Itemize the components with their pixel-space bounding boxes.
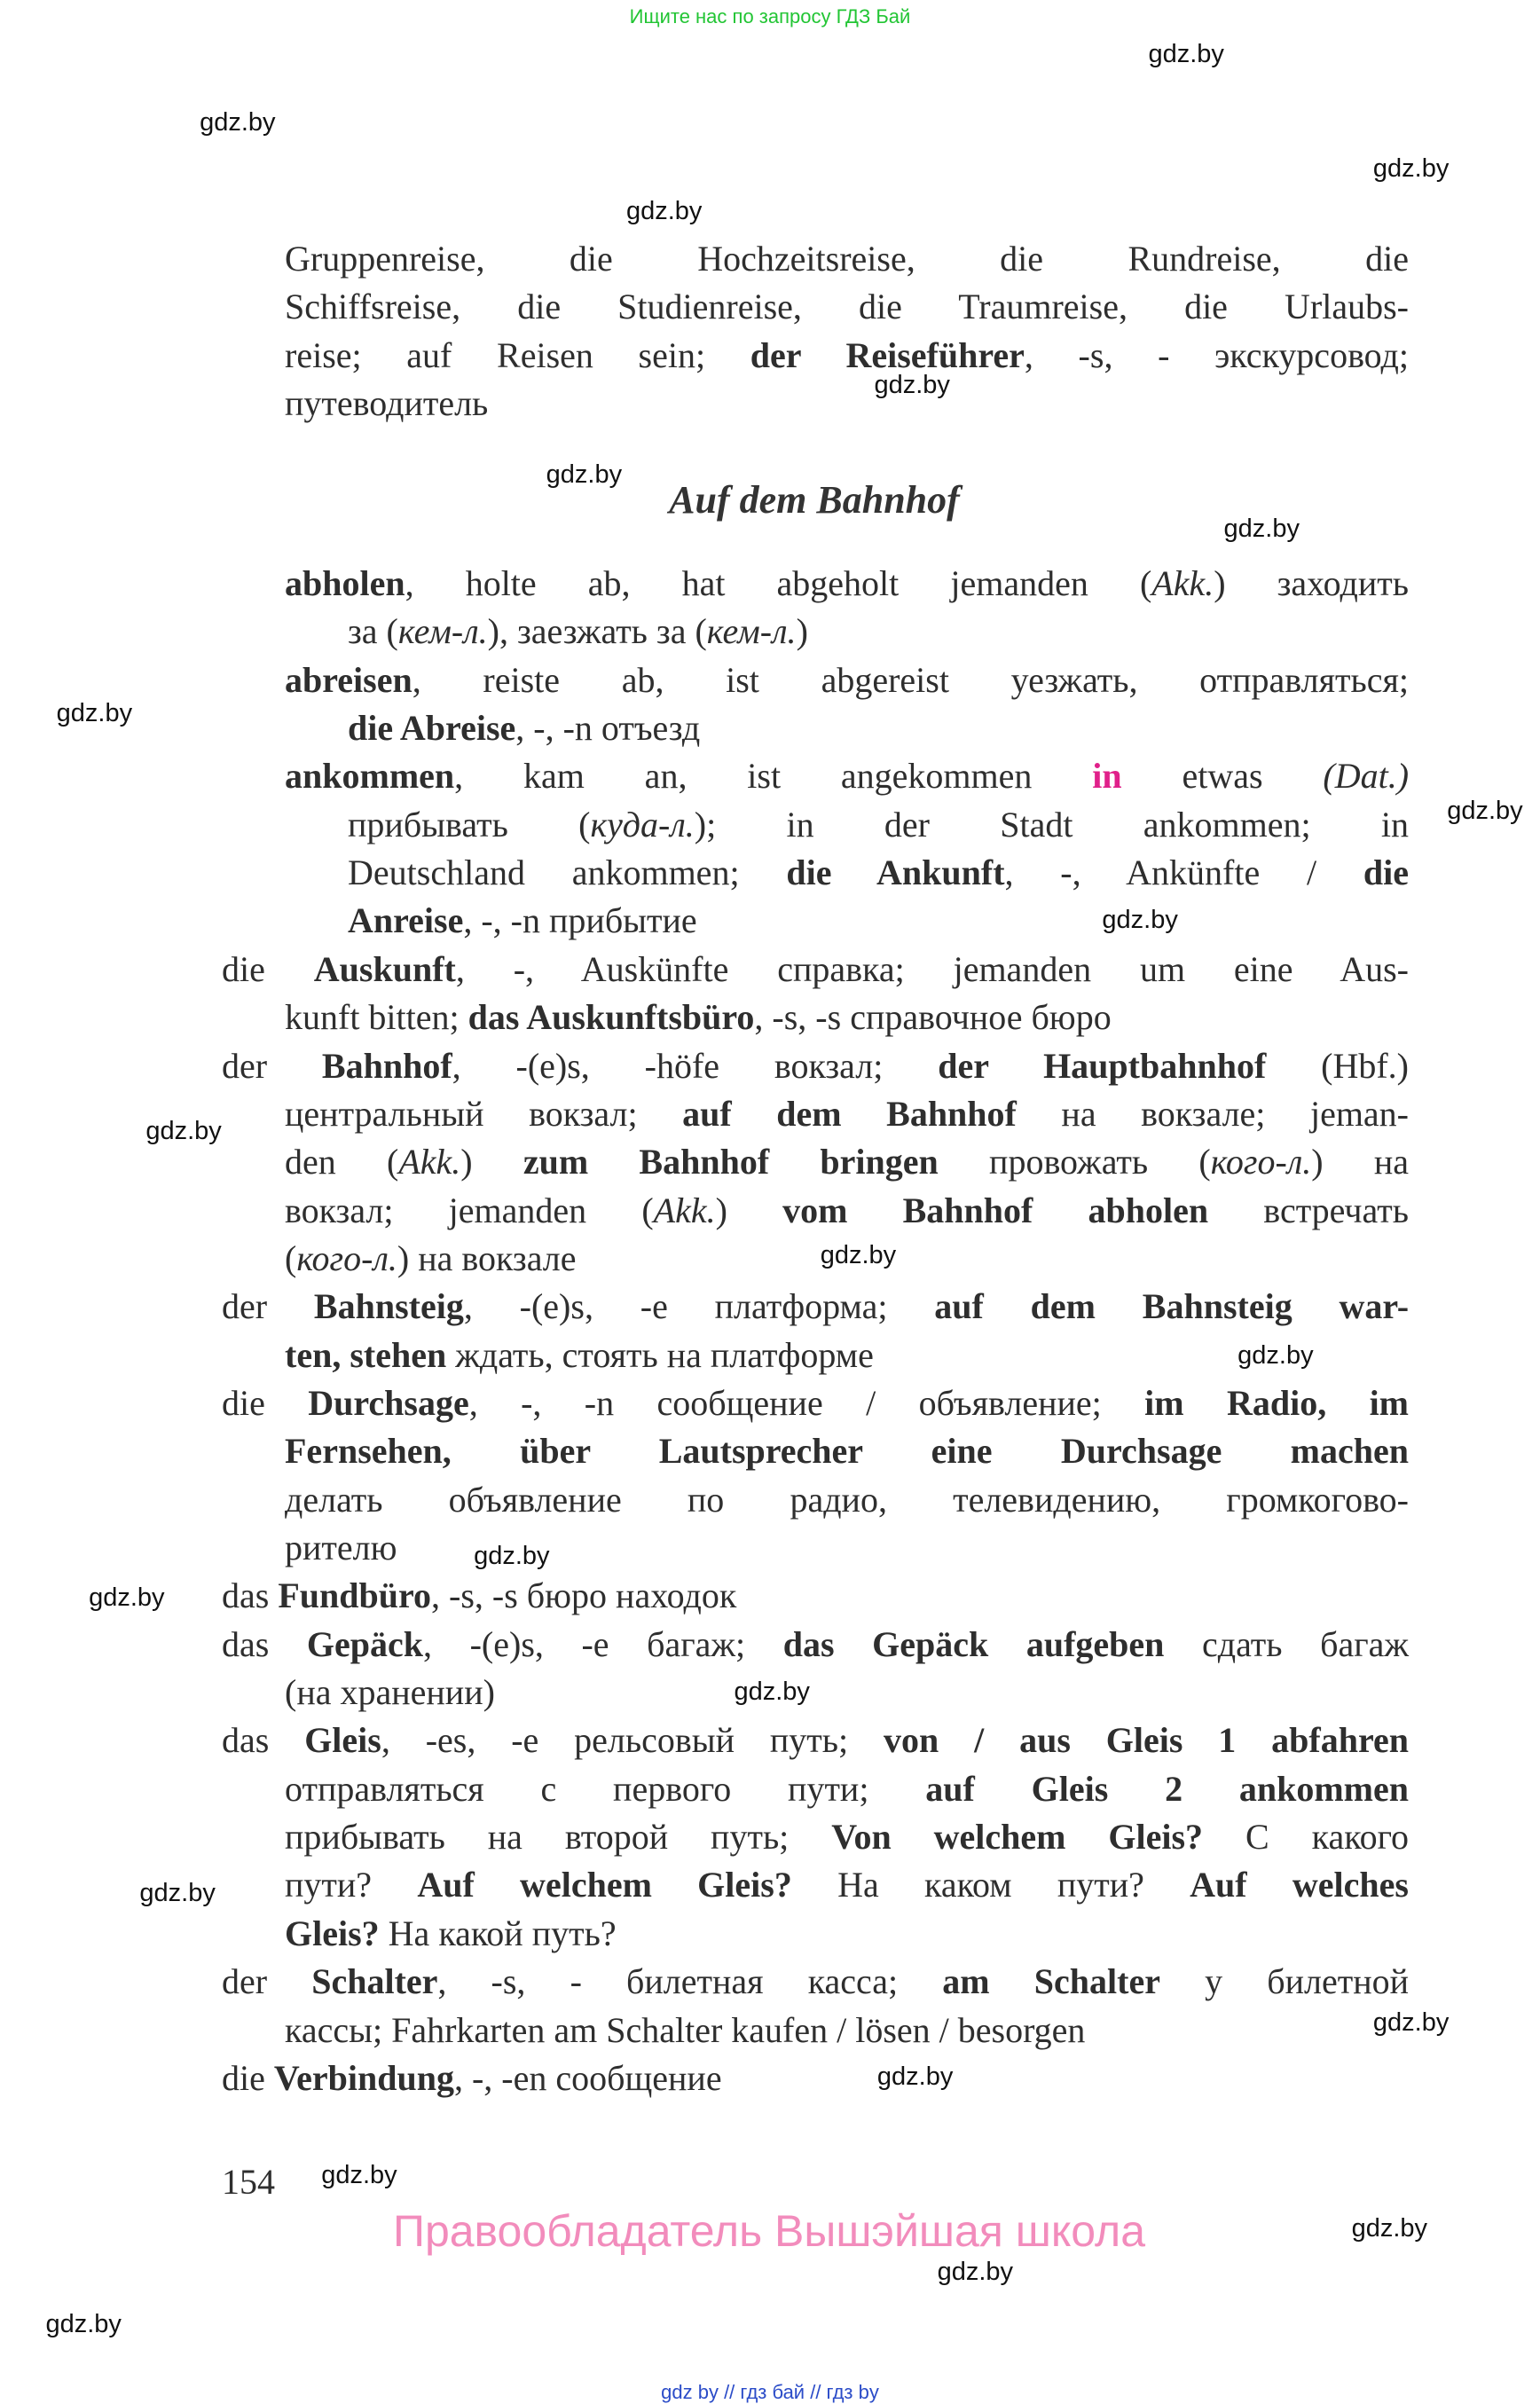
text-line [222,2054,1409,2102]
text-line [222,946,1409,994]
text-segment: ) на [1311,1142,1409,1182]
text-line [285,1427,1409,1475]
text-segment: , kam an, ist angekommen [454,756,1093,797]
text-line [348,849,1409,897]
bold-term: Auf welchem Gleis? [417,1865,792,1905]
text-segment: das [222,1575,279,1616]
watermark: gdz.by [734,1677,810,1706]
text-segment: ), заезжать за ( [487,611,707,652]
text-line [285,1138,1409,1186]
italic-note: Akk. [653,1190,716,1230]
italic-note: куда-л. [590,804,695,845]
text-line [222,1572,1409,1620]
bold-term: das Gepäck aufgeben [782,1623,1165,1664]
watermark: gdz.by [145,1116,222,1145]
text-segment: прибывать на второй путь; [285,1817,832,1858]
text-segment: отправляться с первого пути; [285,1768,926,1809]
text-line [285,1765,1409,1813]
bold-term: Verbindung [273,2057,454,2098]
italic-note: Akk. [1151,563,1214,603]
bold-term: abreisen [285,659,412,700]
text-line [285,2007,1409,2054]
text-segment: , -, -n прибытие [463,900,697,941]
text-segment: путеводитель [285,383,489,424]
text-segment: , -es, -e рельсовый путь; [381,1720,884,1761]
bold-term: Auskunft [313,948,456,989]
text-line [285,752,1409,800]
bold-term: Schalter [311,1961,438,2002]
bold-term: Bahnhof [321,1045,452,1086]
text-segment: Schiffsreise, die Studienreise, die Traumreise, die Urlaubs- [285,287,1409,327]
text-segment: , reiste ab, ist abgereist уезжать, отправляться; [412,659,1409,700]
bold-term: Fundbüro [278,1575,432,1616]
watermark: gdz.by [1351,2214,1428,2243]
bold-term: von / aus Gleis 1 abfahren [884,1720,1409,1761]
text-segment: , -(e)s, -e багаж; [423,1623,783,1664]
text-segment: На какой путь? [379,1913,617,1953]
text-line [285,332,1409,380]
bold-term: Fernsehen, über Lautsprecher eine Durchsage machen [285,1431,1409,1472]
italic-note: кого-л. [296,1237,397,1278]
watermark: gdz.by [1447,796,1523,825]
watermark: gdz.by [321,2160,397,2189]
bold-term: vom Bahnhof abholen [782,1190,1209,1230]
text-segment: рителю [285,1528,397,1567]
text-segment: die [222,2057,274,2098]
text-line [222,1621,1409,1669]
bold-term: Anreise [348,900,464,941]
text-line [285,235,1409,283]
watermark: gdz.by [1372,2007,1450,2037]
watermark: gdz.by [56,699,133,728]
text-segment: den ( [285,1142,399,1182]
bold-term: Gleis? [285,1913,380,1953]
text-line [348,801,1409,849]
text-line [285,656,1409,704]
watermark: gdz.by [1238,1341,1314,1371]
text-segment: за ( [348,611,398,652]
text-segment: ); in der Stadt ankommen; in [694,804,1409,845]
text-line [285,380,1409,428]
watermark: gdz.by [1102,905,1178,934]
text-segment: das [222,1623,307,1664]
text-segment: , -(e)s, -e платформа; [463,1286,935,1327]
text-line [222,1283,1409,1331]
text-segment: reise; auf Reisen sein; [285,334,750,375]
text-line [285,1187,1409,1235]
text-segment: центральный вокзал; [285,1093,683,1134]
italic-note: кем-л. [706,611,797,652]
text-segment: , -, Auskünfte справка; jemanden um eine Aus- [455,948,1409,989]
watermark: gdz.by [1372,153,1450,183]
text-segment: ( [285,1237,297,1278]
text-line [285,1524,1409,1572]
text-line [222,1379,1409,1427]
watermark: gdz.by [546,460,623,490]
text-segment: der [222,1045,322,1086]
text-line [285,1090,1409,1138]
bold-term: auf dem Bahnsteig war- [934,1286,1410,1327]
bold-term: ankommen [285,756,455,797]
text-line [285,1813,1409,1861]
watermark: gdz.by [876,2062,954,2091]
text-line [285,560,1409,608]
text-segment: ) [460,1142,523,1182]
text-segment: делать объявление по радио, телевидению, громкогово- [285,1479,1409,1520]
text-line [222,1958,1409,2006]
text-segment: , -, -n отъезд [515,708,701,749]
bold-term: der Reiseführer [750,334,1025,375]
text-segment: , -, Ankünfte / [1004,852,1363,893]
bold-term: der Hauptbahnhof [938,1045,1267,1086]
highlighted-word: in [1092,756,1122,797]
bold-term: Von welchem Gleis? [831,1817,1204,1858]
text-segment: , -(e)s, -höfe вокзал; [452,1045,939,1086]
text-segment: , holte ab, hat abgeholt jemanden ( [405,563,1152,603]
watermark: gdz.by [820,1241,897,1270]
footer-links[interactable]: gdz by // гдз бай // гдз by [661,2381,879,2403]
italic-note: (Dat.) [1323,756,1410,797]
text-line [285,1476,1409,1524]
text-segment: ) на вокзале [397,1237,577,1278]
text-segment: сдать багаж [1164,1623,1409,1664]
text-segment: , -, -n сообщение / объявление; [468,1382,1145,1423]
watermark: gdz.by [874,371,950,400]
text-segment: На каком пути? [791,1865,1190,1905]
text-segment: der [222,1961,312,2002]
text-segment: ждать, стоять на платформе [446,1334,874,1375]
text-segment: die [222,948,314,989]
text-segment: Deutschland ankommen; [348,852,787,893]
watermark: gdz.by [937,2258,1014,2287]
bold-term: ten, stehen [285,1334,447,1375]
text-line [285,1910,1409,1958]
text-line [285,1235,1409,1283]
text-segment: ) заходить [1214,563,1409,603]
bold-term: zum Bahnhof bringen [522,1142,939,1182]
bold-term: Gleis [304,1720,381,1761]
bold-term: am Schalter [942,1961,1160,2002]
text-segment: , -s, - билетная касса; [437,1961,943,2002]
bold-term: die Abreise [348,708,516,749]
text-segment: провожать ( [938,1142,1211,1182]
watermark: gdz.by [1148,40,1224,69]
bold-term: die [1363,852,1409,893]
text-line [285,1861,1409,1909]
text-segment: , -s, - экскурсовод; [1024,334,1409,375]
page-number: 154 [222,2162,275,2202]
text-segment: kunft bitten; [285,997,468,1038]
text-segment: (Hbf.) [1266,1045,1409,1086]
text-segment: пути? [285,1865,418,1905]
bold-term: die Ankunft [786,852,1005,893]
section-heading: Auf dem Bahnhof [669,478,960,522]
text-segment: кассы; Fahrkarten am Schalter kaufen / lösen / besorgen [285,2009,1086,2050]
copyright-notice: Правообладатель Вышэйшая школа [393,2206,1145,2256]
text-line [285,283,1409,331]
text-segment: ) [796,611,808,652]
watermark: gdz.by [625,197,703,226]
watermark: gdz.by [200,107,276,137]
text-line [348,704,1409,752]
text-line [348,608,1409,656]
text-segment: (на хранении) [285,1672,495,1713]
text-segment: etwas [1121,756,1324,797]
watermark: gdz.by [139,1879,216,1908]
text-segment: die [222,1382,309,1423]
bold-term: Durchsage [308,1382,469,1423]
text-line [285,1332,1409,1379]
search-hint-banner: Ищите нас по запросу ГДЗ Бай [629,5,911,27]
text-segment: Gruppenreise, die Hochzeitsreise, die Rundreise, die [285,239,1409,279]
bold-term: Bahnsteig [313,1286,464,1327]
bold-term: auf Gleis 2 ankommen [925,1768,1409,1809]
bold-term: Auf welches [1190,1865,1409,1905]
text-line [222,1717,1409,1764]
text-line [285,994,1409,1041]
text-segment: , -s, -s справочное бюро [754,997,1112,1038]
italic-note: кого-л. [1210,1142,1312,1182]
text-segment: , -s, -s бюро находок [431,1575,737,1616]
italic-note: кем-л. [397,611,488,652]
text-segment: der [222,1286,314,1327]
text-segment: С какого [1203,1817,1410,1858]
watermark: gdz.by [89,1583,165,1612]
watermark: gdz.by [45,2310,122,2339]
text-segment: das [222,1720,305,1761]
text-segment: на вокзале; jeman- [1016,1093,1410,1134]
italic-note: Akk. [398,1142,461,1182]
bold-term: abholen [285,563,405,603]
watermark: gdz.by [1223,514,1300,543]
bold-term: Gepäck [306,1623,424,1664]
text-segment: ) [715,1190,783,1230]
bold-term: auf dem Bahnhof [682,1093,1017,1134]
text-line [285,1669,1409,1717]
text-segment: у билетной [1159,1961,1410,2002]
text-segment: вокзал; jemanden ( [285,1190,654,1230]
text-segment: , -, -en сообщение [453,2057,722,2098]
bold-term: im Radio, im [1144,1382,1409,1423]
text-segment: прибывать ( [348,804,591,845]
bold-term: das Auskunftsbüro [468,997,755,1038]
text-line [348,897,1409,945]
text-line [222,1042,1409,1090]
text-segment: встречать [1208,1190,1409,1230]
watermark: gdz.by [474,1541,550,1570]
